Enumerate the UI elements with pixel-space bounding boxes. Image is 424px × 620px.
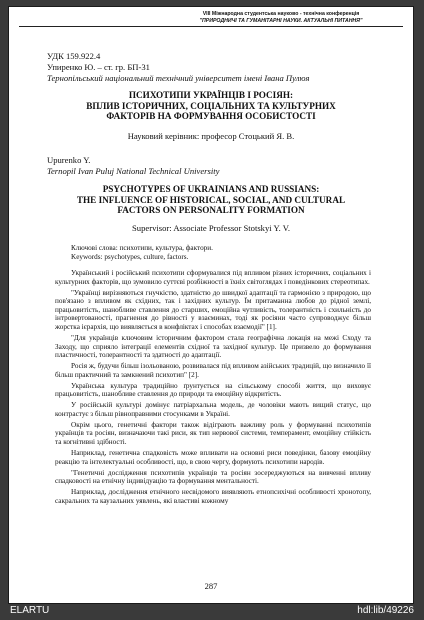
body-paragraph: У російській культурі домінує патріархальна модель, де чоловіки мають вищий статус, що контрастує з більш рівноправними стосунками в Україні.: [55, 401, 371, 418]
conference-header-line1: VIII Міжнародна студентська науково - технічна конференція: [202, 11, 360, 17]
viewer-footer: [8, 604, 416, 618]
body-paragraph: "Українці вирізняються гнучкістю, здатністю до швидкої адаптації та гармонією з природою, що пов'язано з впливом як східних, так і західних культур. Їм притаманна любов до рідної землі, працьовитість, шанобливе ставлення до старших, емоційна чутливість, толерантність і схильність до інтровертованості, прагнення до рівності у взаєминах, тоді як росіяни часто супроводжує більш жорстка ієрархія, що виявляється в конфліктах і способах взаємодії" [1].: [55, 288, 371, 331]
en-affiliation: Ternopil Ivan Puluj National Technical University: [47, 166, 220, 176]
page-number: 287: [204, 581, 218, 591]
body-paragraph: Українська культура традиційно ґрунтується на сільському способі життя, що виховує працьовитість, шанобливе ставлення до природи та емоційну відкритість.: [55, 381, 371, 399]
en-title-line: PSYCHOTYPES OF UKRAINIANS AND RUSSIANS:: [102, 184, 320, 194]
body-paragraph: Наприклад, генетична спадковість може впливати на основні риси поведінки, базову емоційну реакцію та інтелектуальні особливості, що, в свою чергу, формують психотипи народів.: [55, 449, 371, 466]
en-supervisor: Supervisor: Associate Professor Stotskyi Y. V.: [132, 223, 290, 233]
uk-title-line: ФАКТОРІВ НА ФОРМУВАННЯ ОСОБИСТОСТІ: [106, 111, 316, 121]
conference-header: [159, 11, 403, 24]
body-paragraph: Наприклад, дослідження етнічного несвідомого виявляють етнопсихічні особливості хронотопу, сакральних та каузальних уявлень, які властиві кожному: [55, 488, 371, 505]
uk-affiliation: Тернопільський національний технічний університет імені Івана Пулюя: [47, 73, 310, 83]
body-paragraph: Окрім цього, генетичні фактори також відіграють важливу роль у формуванні психотипів українців та росіян, визначаючи такі риси, як тип нервової системи, темперамент, емоційну стійкість та когнітивні здібності.: [55, 420, 371, 447]
header-divider: [19, 26, 403, 27]
body-paragraph: Росія ж, будучи більш ізольованою, розвивалася під впливом азійських традицій, що визначило її більш практичний та замкнений психотип" [2].: [55, 362, 371, 379]
udc-code: УДК 159.922.4: [47, 51, 101, 61]
en-title: [17, 184, 405, 216]
conference-header-line2: "ПРИРОДНИЧІ ТА ГУМАНІТАРНІ НАУКИ. АКТУАЛЬНІ ПИТАННЯ": [199, 17, 363, 24]
en-title-line: THE INFLUENCE OF HISTORICAL, SOCIAL, AND CULTURAL: [76, 194, 346, 205]
repository-label: ELARTU: [10, 605, 50, 616]
uk-title-line: ПСИХОТИПИ УКРАЇНЦІВ І РОСІЯН:: [128, 90, 294, 100]
uk-title-line: ВПЛИВ ІСТОРИЧНИХ, СОЦІАЛЬНИХ ТА КУЛЬТУРНИХ: [86, 100, 336, 111]
uk-supervisor: Науковий керівник: професор Стоцький Я. В.: [127, 131, 295, 141]
article-body: [55, 269, 371, 505]
body-paragraph: "Генетичні дослідження психотипів українців та росіян зосереджуються на вивченні впливу спадковості на етнічну індивідуацію та формування ментальності.: [55, 468, 371, 486]
body-paragraph: Український і російський психотипи сформувалися під впливом різних історичних, соціальних і культурних факторів, що зумовило суттєві розбіжності в їхніх світоглядах і поведінкових стереотипах.: [55, 269, 371, 286]
document-page: [8, 6, 414, 604]
en-title-line: FACTORS ON PERSONALITY FORMATION: [117, 205, 305, 215]
keywords-uk: Ключові слова: психотипи, культура, фактори.: [71, 244, 213, 252]
keywords-en: Keywords: psychotypes, culture, factors.: [71, 253, 189, 261]
uk-author: Упиренко Ю. – ст. гр. БП-31: [47, 62, 150, 72]
handle-identifier: hdl:lib/49226: [357, 605, 414, 616]
en-author: Upurenko Y.: [47, 155, 91, 165]
body-paragraph: "Для українців ключовим історичним фактором стала географічна локація на межі Сходу та Заходу, що сприяло інтеграції елементів східної та західної культур. Це призвело до формування пластичності, толерантності та здатності до адаптації.: [55, 333, 371, 360]
uk-title: [17, 90, 405, 122]
